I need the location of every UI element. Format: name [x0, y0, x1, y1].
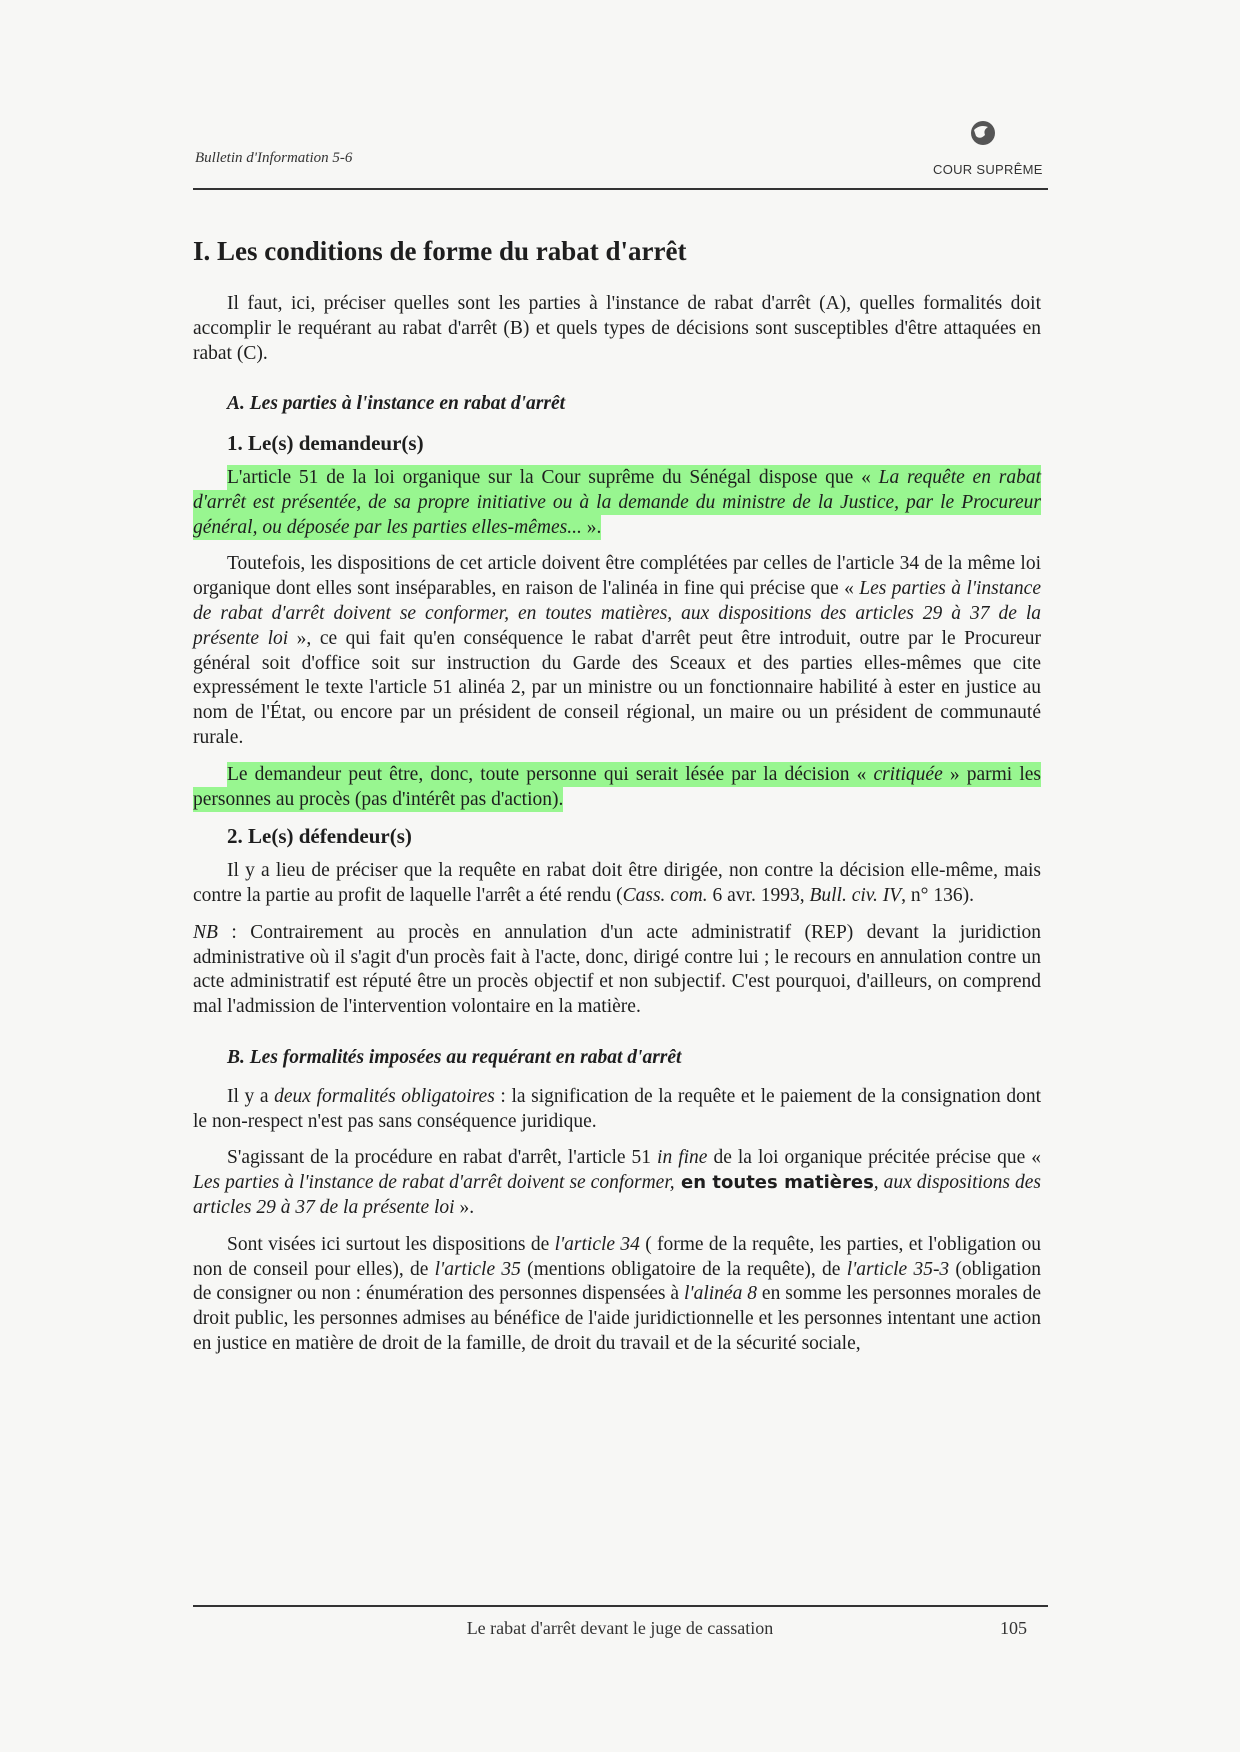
court-logo-icon: [968, 118, 998, 148]
subsection-b-heading: B. Les formalités imposées au requérant en rabat d'arrêt: [227, 1046, 682, 1068]
article-34-paragraph: Toutefois, les dispositions de cet article doivent être complétées par celles de l'article 34 de la même loi organique dont elles sont inséparables, en raison de l'alinéa in fine qui précise que « Les parties à l'instance de rabat d'arrêt doivent se conformer, en toutes matières, aux dispositions des articles 29 à 37 de la présente loi », ce qui fait qu'en conséquence le rabat d'arrêt peut être introduit, outre par le Procureur général soit d'office soit sur instruction du Garde des Sceaux et des parties elles-mêmes que cite expressément le texte l'article 51 alinéa 2, par un ministre ou un fonctionnaire habilité à ester en justice au nom de l'État, ou encore par un président de conseil régional, un maire ou un président de communauté rurale.: [193, 553, 1041, 748]
highlighted-text: Le demandeur peut être, donc, toute personne qui serait lésée par la décision « critiquée » parmi les personnes au procès (pas d'intérêt pas d'action).: [193, 763, 1041, 810]
intro-paragraph: Il faut, ici, préciser quelles sont les parties à l'instance de rabat d'arrêt (A), quelles formalités doit accomplir le requérant au rabat d'arrêt (B) et quels types de décisions sont susceptibles d'être attaquées en rabat (C).: [193, 293, 1041, 364]
section-title: I. Les conditions de forme du rabat d'arrêt: [193, 236, 687, 266]
highlighted-text: L'article 51 de la loi organique sur la Cour suprême du Sénégal dispose que « La requête en rabat d'arrêt est présentée, de sa propre initiative ou à la demande du ministre de la Justice, par le Procureur général, ou déposée par les parties elles-mêmes... ».: [193, 466, 1041, 538]
header-divider: [193, 188, 1048, 190]
footer-divider: [193, 1605, 1048, 1607]
page-number: 105: [1000, 1618, 1027, 1638]
running-footer: Le rabat d'arrêt devant le juge de cassation: [466, 1618, 774, 1638]
court-name: COUR SUPRÊME: [933, 162, 1043, 177]
page-body: [193, 234, 1041, 1369]
formalites-paragraph: Il y a deux formalités obligatoires : la signification de la requête et le paiement de la consignation dont le non-respect n'est pas sans conséquence juridique.: [193, 1085, 1041, 1132]
defendeur-paragraph: Il y a lieu de préciser que la requête en rabat doit être dirigée, non contre la décision elle-même, mais contre la partie au profit de laquelle l'arrêt a été rendu (Cass. com. 6 avr. 1993, Bull. civ. IV, n° 136).: [193, 860, 1041, 906]
demandeurs-heading: 1. Le(s) demandeur(s): [227, 431, 424, 456]
dispositions-paragraph: Sont visées ici surtout les dispositions de l'article 34 ( forme de la requête, les parties, et l'obligation ou non de conseil pour elles), de l'article 35 (mentions obligatoire de la requête), de l'article 35-3 (obligation de consigner ou non : énumération des personnes dispensées à l'alinéa 8 en somme les personnes morales de droit public, les personnes admises au bénéfice de l'aide juridictionnelle et les personnes intentant une action en justice en matière de droit de la famille, de droit du travail et de la sécurité sociale,: [193, 1233, 1042, 1354]
defendeurs-heading: 2. Le(s) défendeur(s): [227, 824, 412, 849]
nb-paragraph: NB : Contrairement au procès en annulation d'un acte administratif (REP) devant la juridiction administrative où il s'agit d'un procès fait à l'acte, donc, dirigé contre lui ; le recours en annulation contre un acte administratif est réputé être un procès objectif et non subjectif. C'est pourquoi, d'ailleurs, on comprend mal l'admission de l'intervention volontaire en la matière.: [193, 921, 1041, 1018]
subsection-a-heading: A. Les parties à l'instance en rabat d'arrêt: [227, 393, 566, 415]
article-51-paragraph: [193, 466, 1041, 540]
demandeur-paragraph: [193, 763, 1041, 813]
procedure-paragraph: S'agissant de la procédure en rabat d'arrêt, l'article 51 in fine de la loi organique précitée précise que « Les parties à l'instance de rabat d'arrêt doivent se conformer, en toutes matières, aux dispositions des articles 29 à 37 de la présente loi ».: [193, 1147, 1041, 1218]
running-header: Bulletin d'Information 5-6: [195, 150, 353, 166]
